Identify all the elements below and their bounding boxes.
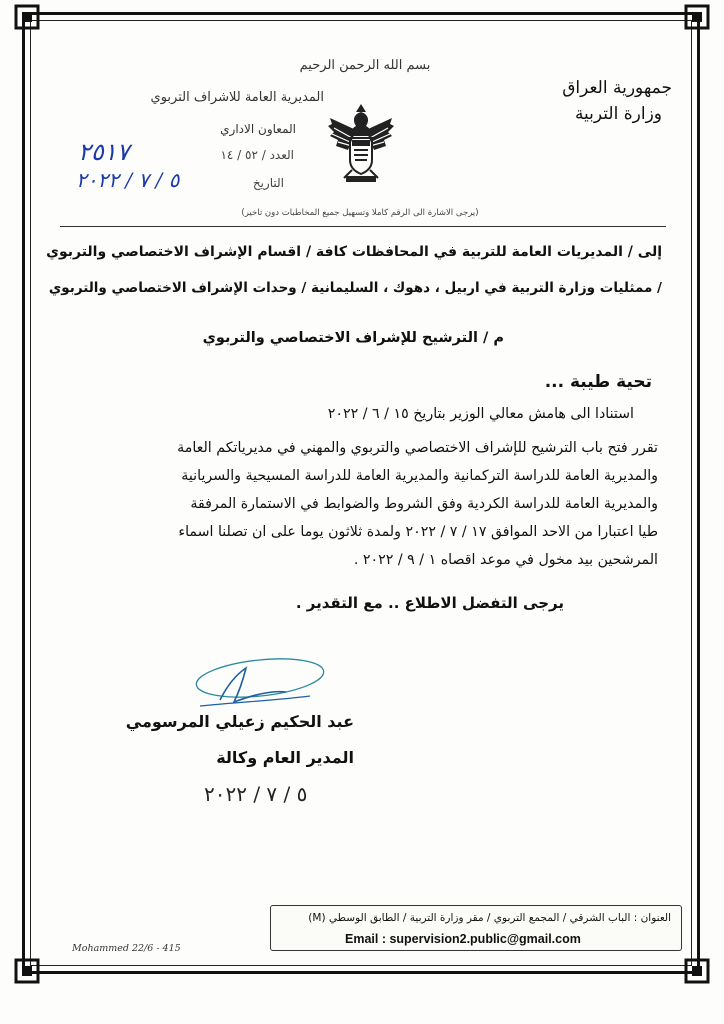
corner-ornament-bottom-left (14, 958, 40, 984)
footer-email: Email : supervision2.public@gmail.com (345, 932, 581, 946)
corner-ornament-top-right (684, 4, 710, 30)
corner-ornament-bottom-right (684, 958, 710, 984)
directorate-name: المديرية العامة للاشراف التربوي (150, 90, 324, 105)
iraq-emblem-icon (326, 100, 396, 192)
country-name: جمهورية العراق (562, 78, 672, 98)
recipients-line-2: / ممثليات وزارة التربية في اربيل ، دهوك ، السليمانية / وحدات الإشراف الاختصاصي والتربوي (48, 280, 662, 296)
body-line-5: طيا اعتبارا من الاحد الموافق ١٧ / ٧ / ٢٠٢٢ ولمدة ثلاثون يوما على ان تصلنا اسماء (178, 524, 658, 540)
body-line-4: والمديرية العامة للدراسة الكردية وفق الشروط والضوابط في الاستمارة المرفقة (190, 496, 658, 512)
reference-number-label: العدد / ٥٢ / ١٤ (220, 148, 294, 162)
reference-note: (يرجى الاشارة الى الرقم كاملا وتسهيل جميع المخاطبات دون تاخير) (241, 208, 479, 218)
reference-number-handwritten: ٢٥١٧ (78, 138, 130, 166)
recipients-line-1: إلى / المديريات العامة للتربية في المحافظات كافة / اقسام الإشراف الاختصاصي والتربوي (46, 244, 662, 260)
body-line-1: استنادا الى هامش معالي الوزير بتاريخ ١٥ / ٦ / ٢٠٢٢ (327, 406, 634, 422)
basmala: بسم الله الرحمن الرحيم (299, 58, 431, 73)
signatory-title: المدير العام وكالة (216, 748, 354, 767)
closing-line: يرجى التفضل الاطلاع .. مع التقدير . (295, 594, 564, 612)
footer-address: العنوان : الباب الشرقي / المجمع التربوي / مقر وزارة التربية / الطابق الوسطي (M) (308, 912, 671, 924)
corner-ornament-top-left (14, 4, 40, 30)
subject-line: م / الترشيح للإشراف الاختصاصي والتربوي (202, 330, 504, 346)
assistant-label: المعاون الاداري (220, 122, 296, 136)
handwritten-signature-icon (160, 650, 330, 720)
body-line-3: والمديرية العامة للدراسة التركمانية والمديرية العامة للدراسة المسيحية والسريانية (181, 468, 658, 484)
signatory-name: عبد الحكيم زعيلي المرسومي (125, 712, 354, 731)
typist-reference: Mohammed 22/6 - 415 (72, 943, 181, 954)
greeting: تحية طيبة ... (544, 372, 652, 392)
date-label: التاريخ (252, 176, 284, 190)
body-line-2: تقرر فتح باب الترشيح للإشراف الاختصاصي والتربوي والمهني في مديرياتكم العامة (177, 440, 658, 456)
date-handwritten: ٥ / ٧ / ٢٠٢٢ (76, 168, 180, 192)
signature-date-handwritten: ٥ / ٧ / ٢٠٢٢ (204, 782, 308, 806)
header-divider (60, 226, 666, 227)
footer-box (270, 905, 682, 951)
body-line-6: المرشحين بيد مخول في موعد اقصاه ١ / ٩ / ٢٠٢٢ . (353, 552, 658, 568)
ministry-name: وزارة التربية (574, 104, 662, 124)
